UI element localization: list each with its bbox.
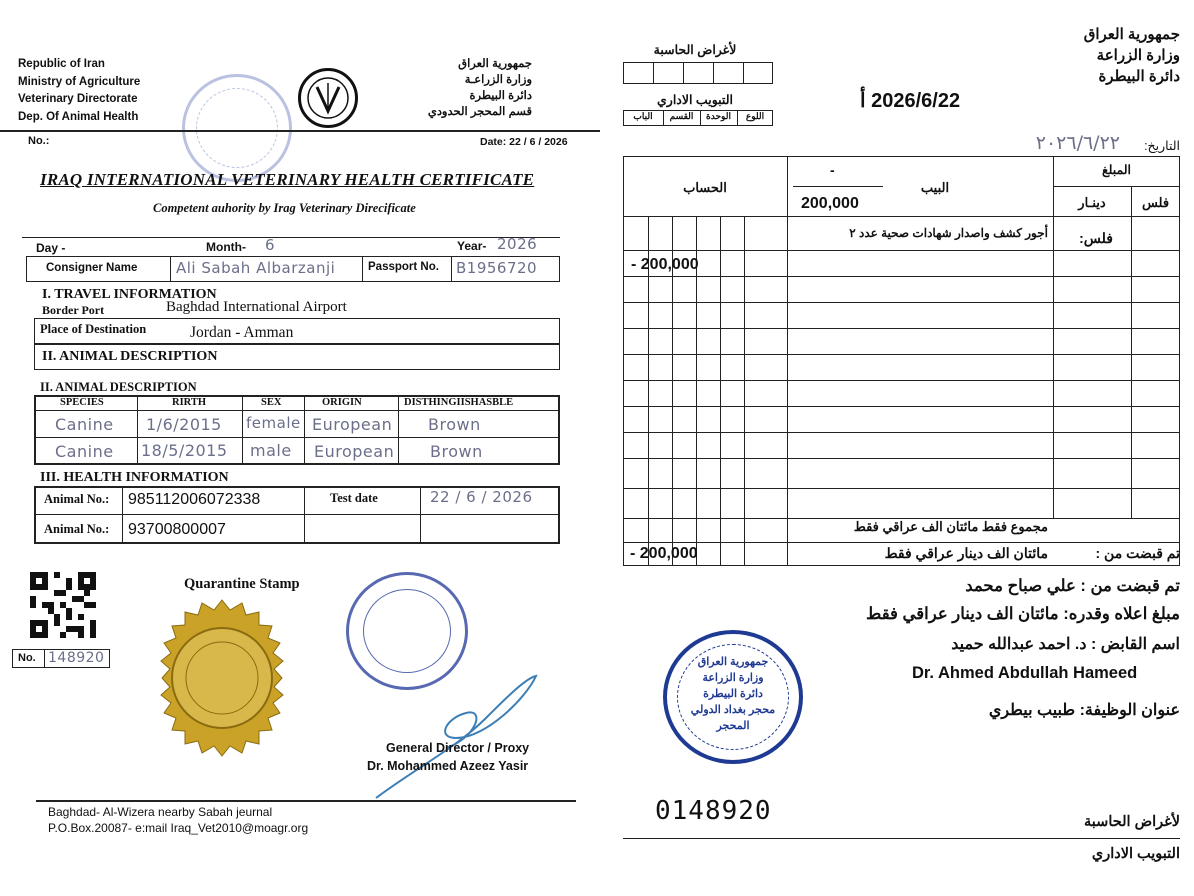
header-en xyxy=(18,56,140,126)
receipt-header-ar xyxy=(1010,24,1180,87)
divider xyxy=(451,256,452,282)
receiver-name-ar: اسم القابض : د. احمد عبدالله حميد xyxy=(951,636,1180,653)
header-ar-line: جمهورية العراق xyxy=(458,58,532,70)
divider xyxy=(170,256,171,282)
ledger-rule xyxy=(623,250,1180,251)
ledger-rule xyxy=(623,488,1180,489)
divider xyxy=(787,156,788,566)
border-port-label: Border Port xyxy=(42,303,105,317)
divider xyxy=(743,62,744,84)
stamp-line: وزارة الزراعة xyxy=(702,672,764,684)
stamp-line: دائرة البيطرة xyxy=(703,688,763,700)
ledger-rule xyxy=(623,380,1180,381)
year-value: 2026 xyxy=(497,235,538,253)
received-line-amount: - 200,000 xyxy=(630,545,698,562)
header-ar-line: وزارة الزراعة xyxy=(1096,47,1180,64)
mini-label: الوحدة xyxy=(706,111,731,121)
footer-address: Baghdad- Al-Wizera nearby Sabah jeurnal xyxy=(48,805,273,819)
ledger-rule xyxy=(1053,186,1180,187)
certificate-subtitle: Competent auhority by Irag Veterinary Direcificate xyxy=(153,201,416,215)
ledger-rule xyxy=(623,302,1180,303)
mini-label: القسم xyxy=(669,111,694,121)
animal-table-rule xyxy=(34,437,560,438)
animal-heading-2: II. ANIMAL DESCRIPTION xyxy=(40,380,197,394)
animal-1-sex: female xyxy=(246,414,301,432)
animal-1-species: Canine xyxy=(55,415,114,434)
job-title: عنوان الوظيفة: طبيب بيطري xyxy=(988,702,1180,719)
divider xyxy=(683,62,684,84)
travel-heading: I. TRAVEL INFORMATION xyxy=(42,287,217,302)
animal-1-birth: 1/6/2015 xyxy=(146,415,222,434)
animal-2-color: Brown xyxy=(430,442,483,461)
bottom-rule xyxy=(623,838,1180,839)
health-table-rule xyxy=(34,514,560,515)
header-en-line: Veterinary Directorate xyxy=(18,93,138,105)
month-value: 6 xyxy=(265,236,276,254)
header-ar-line: جمهورية العراق xyxy=(1083,26,1180,43)
certificate-title: IRAQ INTERNATIONAL VETERINARY HEALTH CERTIFICATE xyxy=(40,170,535,189)
animal-table-rule xyxy=(34,410,560,411)
admin-class-bottom: التبويب الاداري xyxy=(1091,846,1180,862)
divider xyxy=(304,395,305,465)
animal-2-birth: 18/5/2015 xyxy=(141,441,228,460)
divider xyxy=(713,62,714,84)
health-heading: III. HEALTH INFORMATION xyxy=(40,470,229,485)
director-signature-icon xyxy=(366,668,546,808)
receiver-name-en: Dr. Ahmed Abdullah Hameed xyxy=(912,664,1138,682)
test-date-value: 22 / 6 / 2026 xyxy=(430,488,533,506)
ledger-rule xyxy=(623,406,1180,407)
ledger-rule xyxy=(623,328,1180,329)
row1-amount: - 200,000 xyxy=(631,256,699,273)
row1-fils: فلس: xyxy=(1079,230,1113,246)
mini-label: اللوع xyxy=(745,111,765,121)
quarantine-stamp-label: Quarantine Stamp xyxy=(184,576,300,592)
month-label: Month- xyxy=(206,240,246,254)
col-origin: ORIGIN xyxy=(322,397,362,408)
stamp-inner-ring xyxy=(363,589,451,673)
ledger-rule xyxy=(623,432,1180,433)
col-amount: المبلغ xyxy=(1101,163,1132,177)
col-fils: فلس xyxy=(1141,195,1170,210)
ledger-rule xyxy=(623,458,1180,459)
reason-amount: 200,000 xyxy=(801,195,859,212)
date-row-rule xyxy=(22,237,560,238)
qr-code xyxy=(30,572,96,638)
stamp-line: المحجر xyxy=(716,720,750,732)
header-en-line: Ministry of Agriculture xyxy=(18,75,141,88)
qr-code-icon xyxy=(30,572,96,638)
passport-label: Passport No. xyxy=(368,261,439,273)
receipt-date-label: التاريخ: xyxy=(1144,139,1180,153)
receipt-stamp xyxy=(663,630,803,764)
divider xyxy=(304,486,305,544)
printed-date: 2026/6/22 أ xyxy=(860,90,961,112)
signer-title: General Director / Proxy xyxy=(386,741,530,755)
stamp-text xyxy=(681,654,785,734)
divider xyxy=(122,486,123,544)
for-accounting-bottom: لأغراض الحاسبة xyxy=(1084,814,1180,830)
header-en-line: Republic of Iran xyxy=(18,58,105,70)
logo-emblem-icon xyxy=(301,71,355,125)
year-label: Year- xyxy=(457,239,487,253)
consigner-label: Consigner Name xyxy=(46,262,138,274)
animal-no-2: 93700800007 xyxy=(128,521,226,538)
gold-seal-icon xyxy=(142,598,302,758)
received-line-label: تم قبضت من : xyxy=(1095,545,1180,561)
header-ar-line: دائرة البيطرة xyxy=(469,90,532,102)
reason-rule xyxy=(793,186,883,187)
animal-2-origin: European xyxy=(314,442,395,461)
col-reason: البيب xyxy=(920,180,950,195)
col-account: الحساب xyxy=(683,180,727,195)
total-row: مجموع فقط مائتان الف عراقي فقط xyxy=(853,519,1048,534)
divider xyxy=(420,486,421,544)
col-dinar: دينـار xyxy=(1078,195,1106,210)
ledger-rule xyxy=(623,354,1180,355)
col-distinguishable: DISTHINGIISHASBLE xyxy=(404,397,514,408)
date-label: Date: 22 / 6 / 2026 xyxy=(480,136,568,148)
test-date-label: Test date xyxy=(330,491,378,505)
animal-2-sex: male xyxy=(250,441,292,460)
animal-1-color: Brown xyxy=(428,415,481,434)
day-label: Day - xyxy=(36,241,66,255)
stamp-line: جمهورية العراق xyxy=(697,656,769,668)
header-ar xyxy=(412,56,532,120)
ledger-rule xyxy=(623,542,1180,543)
col-species: SPECIES xyxy=(60,397,104,408)
qr-no-value: 148920 xyxy=(48,650,105,666)
mini-label: الباب xyxy=(633,111,653,121)
divider xyxy=(744,216,745,566)
footer-contact: P.O.Box.20087- e:mail Iraq_Vet2010@moagr.org xyxy=(48,821,309,835)
animal-no-label-2: Animal No.: xyxy=(44,522,110,536)
veterinary-logo xyxy=(298,68,358,128)
divider xyxy=(44,649,45,668)
divider xyxy=(1131,186,1132,518)
divider xyxy=(720,216,721,566)
stamp-line: محجر بغداد الدولي xyxy=(690,704,776,716)
divider xyxy=(242,395,243,465)
animal-no-1: 985112006072338 xyxy=(128,491,261,508)
header-ar-line: دائرة البيطرة xyxy=(1098,68,1180,85)
header-ar-line: وزارة الزراعـة xyxy=(464,74,532,86)
header-rule xyxy=(0,130,600,132)
passport-value: B1956720 xyxy=(456,259,538,277)
divider xyxy=(362,256,363,282)
header-en-line: Dep. Of Animal Health xyxy=(18,110,139,123)
qr-no-label: No. xyxy=(18,652,36,664)
animal-1-origin: European xyxy=(312,415,393,434)
ledger-rule xyxy=(623,276,1180,277)
animal-2-species: Canine xyxy=(55,442,114,461)
col-birth: RIRTH xyxy=(172,397,207,408)
animal-heading-1: II. ANIMAL DESCRIPTION xyxy=(42,349,218,364)
ledger-rule xyxy=(623,216,1180,217)
signer-name: Dr. Mohammed Azeez Yasir xyxy=(367,759,529,773)
divider xyxy=(653,62,654,84)
destination-value: Jordan - Amman xyxy=(190,324,294,341)
destination-label: Place of Destination xyxy=(40,322,147,336)
border-port-value: Baghdad International Airport xyxy=(166,299,347,315)
no-label: No.: xyxy=(28,135,50,147)
receipt-number: 0148920 xyxy=(655,796,772,826)
faded-stamp-inner xyxy=(196,88,278,168)
row1-description: أجور كشف واصدار شهادات صحية عدد ٢ xyxy=(849,226,1048,240)
footer-rule xyxy=(36,800,576,802)
ledger-table xyxy=(623,156,1180,566)
receipt-date-handwritten: ٢٠٢٦/٦/٢٢ xyxy=(1035,132,1120,154)
consigner-value: Ali Sabah Albarzanji xyxy=(176,259,336,277)
admin-class-top: التبويب الاداري xyxy=(657,93,733,107)
col-sex: SEX xyxy=(261,397,282,408)
received-from: تم قبضت من : علي صباح محمد xyxy=(965,577,1180,595)
reason-dash: - xyxy=(830,162,835,178)
animal-no-label-1: Animal No.: xyxy=(44,492,110,506)
received-line-words: مائتان الف دينار عراقي فقط xyxy=(884,545,1048,561)
accounting-boxes xyxy=(623,62,773,84)
divider xyxy=(398,395,399,465)
header-ar-line: قسم المحجر الحدودي xyxy=(427,106,532,118)
divider xyxy=(137,395,138,465)
amount-words: مبلغ اعلاه وقدره: مائتان الف دينار عراقي فقط xyxy=(866,605,1180,623)
for-accounting-top: لأغراض الحاسبة xyxy=(653,43,737,57)
